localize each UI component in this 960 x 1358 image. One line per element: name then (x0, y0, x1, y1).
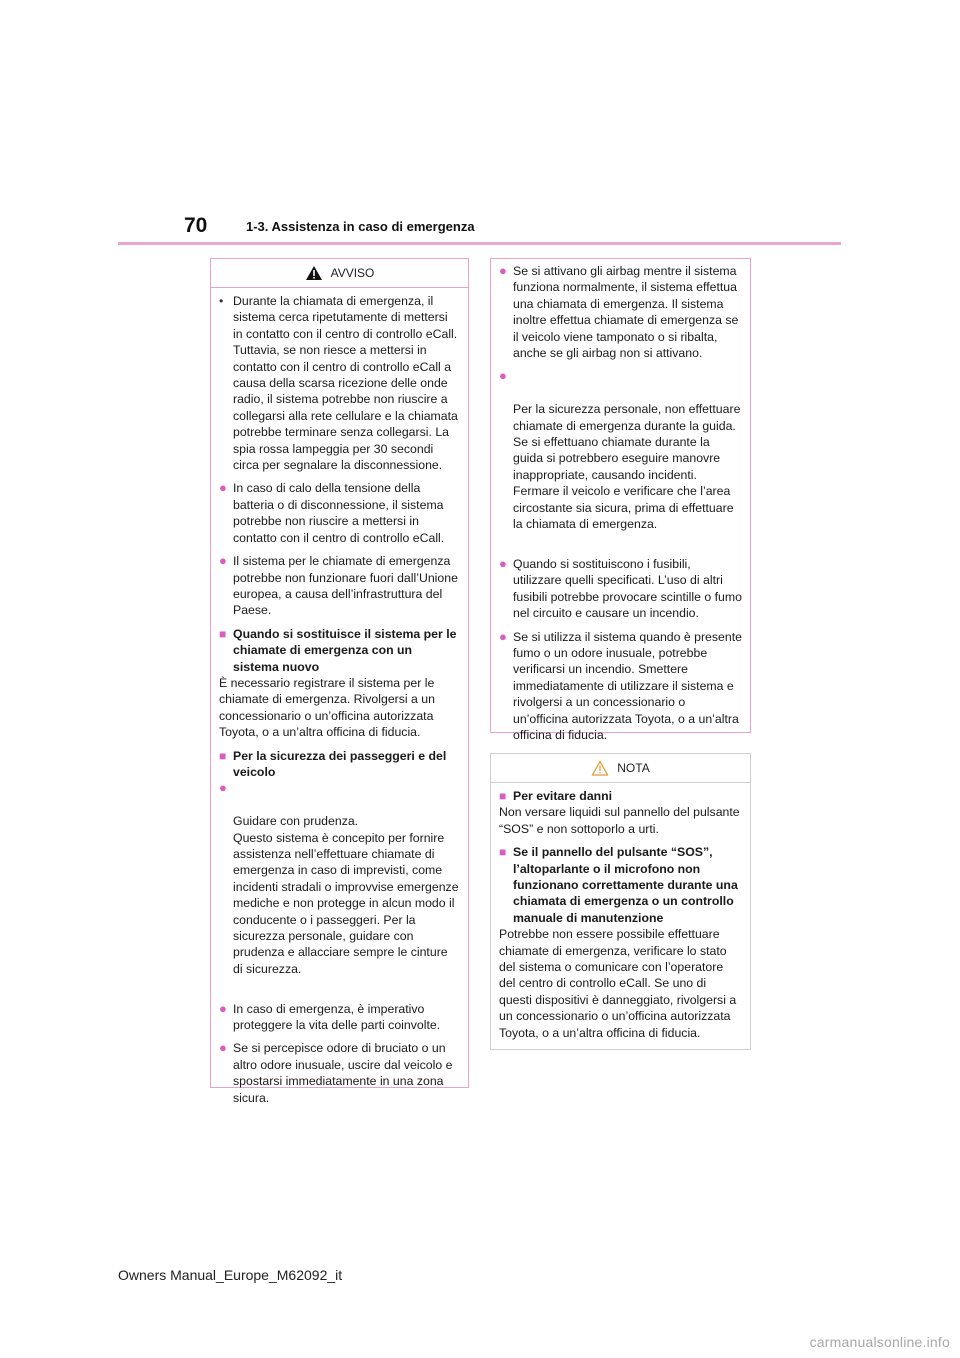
circle-bullet-icon: ● (499, 263, 507, 278)
warning-box-continued (490, 258, 751, 742)
square-bullet-icon: ■ (219, 626, 227, 641)
warning-bullet (499, 263, 742, 361)
warning-bullet-text: Se si utilizza il sistema quando è presente fumo o un odore inusuale, potrebbe verificarsi un incendio. Smettere immediatamente di utilizzare il sistema e rivolgersi a un concessionario o un’officina autorizzata Toyota, o a un’altra officina di fiducia. (513, 629, 742, 742)
warning-dash-text: Durante la chiamata di emergenza, il sistema cerca ripetutamente di mettersi in contatto con il centro di controllo eCall. Tuttavia, se non riesce a mettersi in contatto con il centro di controllo eCall a causa della scarsa ricezione delle onde radio, il sistema potrebbe non riuscire a collegarsi alla rete cellulare e la chiamata potrebbe terminare senza collegarsi. La spia rossa lampeggia per 30 secondi circa per segnalare la disconnessione. (233, 294, 458, 473)
warning-bullet-text: Se si attivano gli airbag mentre il sistema funziona normalmente, il sistema effettua una chiamata di emergenza. Il sistema inoltre effettua chiamate di emergenza se il veicolo viene tamponato o si ribalta, anche se gli airbag non si attivano. (513, 264, 739, 361)
circle-bullet-icon: ● (219, 480, 227, 496)
notice-box-title: NOTA (617, 761, 650, 775)
warning-box-title: AVVISO (330, 266, 375, 280)
notice-paragraph: Potrebbe non essere possibile effettuare chiamate di emergenza, verificare lo stato del sistema o comunicare con l’operatore del centro di controllo eCall. Se uno di questi dispositivi è danneggiato, rivolgersi a un concessionario o un’officina autorizzata Toyota, o a un’altra officina di fiducia. (499, 927, 737, 1040)
notice-subheading (499, 788, 742, 804)
square-bullet-icon: ■ (219, 748, 227, 763)
warning-dash-item (219, 293, 460, 473)
circle-bullet-icon: ● (499, 368, 507, 384)
circle-bullet-icon: ● (219, 1000, 227, 1016)
warning-bullet-text: Quando si sostituiscono i fusibili, utilizzare quelli specificati. L’uso di altri fusibili potrebbe provocare scintille o fumo nel circuito e causare un incendio. (513, 556, 742, 621)
circle-bullet-icon: ● (499, 555, 507, 571)
warning-bullet (219, 1040, 460, 1106)
circle-bullet-icon: ● (219, 553, 227, 569)
notice-subheading-text: Se il pannello del pulsante “SOS”, l’altoparlante o il microfono non funzionano correttamente durante una chiamata di emergenza o un controllo manuale di manutenzione (513, 845, 738, 925)
square-bullet-icon: ■ (499, 845, 507, 860)
dash-bullet-icon: • (219, 294, 224, 308)
warning-bullet-text: Se si percepisce odore di bruciato o un altro odore inusuale, uscire dal veicolo e spostarsi immediatamente in una zona sicura. (233, 1041, 453, 1105)
warning-subheading (219, 748, 460, 781)
watermark: carmanualsonline.info (809, 1334, 950, 1350)
warning-bullet (499, 368, 742, 548)
circle-bullet-icon: ● (499, 628, 507, 644)
warning-bullet-text: In caso di calo della tensione della batteria o di disconnessione, il sistema potrebbe non riuscire a mettersi in contatto con il centro di controllo eCall. (233, 481, 445, 545)
warning-bullet-text: In caso di emergenza, è imperativo proteggere la vita delle parti coinvolte. (233, 1001, 441, 1033)
header-rule (118, 242, 841, 245)
warning-subheading-text: Per la sicurezza dei passeggeri e del veicolo (233, 748, 447, 779)
warning-bullet (219, 1001, 460, 1034)
section-title: 1-3. Assistenza in caso di emergenza (246, 219, 475, 234)
footer-manual-name: Owners Manual_Europe_M62092_it (118, 1267, 343, 1283)
warning-subheading-text: Quando si sostituisce il sistema per le chiamate di emergenza con un sistema nuovo (233, 626, 457, 674)
warning-bullet (219, 553, 460, 619)
notice-paragraph: Non versare liquidi sul pannello del pulsante “SOS” e non sottoporlo a urti. (499, 805, 740, 836)
warning-box-header (211, 259, 468, 288)
warning-bullet (499, 629, 742, 744)
notice-triangle-icon (591, 760, 609, 776)
notice-box (490, 753, 751, 1050)
warning-bullet (219, 780, 460, 993)
warning-bullet-text: Guidare con prudenza. Questo sistema è concepito per fornire assistenza nell’effettuare chiamate di emergenza in caso di imprevisti, come incidenti stradali o improvvise emergenze mediche e non protegge in alcun modo il conducente o i passeggeri. Per la sicurezza personale, guidare con prudenza e allacciare sempre le cinture di sicurezza. (233, 814, 459, 976)
circle-bullet-icon: ● (219, 1040, 227, 1056)
warning-subheading (219, 626, 460, 675)
circle-bullet-icon: ● (219, 780, 227, 796)
warning-bullet (499, 556, 742, 622)
warning-paragraph: È necessario registrare il sistema per le chiamate di emergenza. Rivolgersi a un concessionario o un’officina autorizzata Toyota, o a un’altra officina di fiducia. (219, 675, 435, 740)
warning-triangle-icon (305, 265, 323, 281)
notice-box-header (491, 754, 750, 783)
warning-box (210, 258, 469, 1105)
notice-subheading-text: Per evitare danni (513, 789, 613, 803)
notice-subheading (499, 844, 742, 926)
square-bullet-icon: ■ (499, 789, 507, 803)
page-number: 70 (184, 214, 208, 237)
warning-bullet-text: Per la sicurezza personale, non effettuare chiamate di emergenza durante la guida. Se si effettuano chiamate durante la guida si potrebbero eseguire manovre inappropriate, causando incidenti. Fermare il veicolo e verificare che l’area circostante sia sicura, prima di effettuare la chiamata di emergenza. (513, 402, 741, 532)
warning-bullet (219, 480, 460, 546)
warning-bullet-text: Il sistema per le chiamate di emergenza potrebbe non funzionare fuori dall’Unione europea, a causa dell’infrastruttura del Paese. (233, 554, 458, 618)
